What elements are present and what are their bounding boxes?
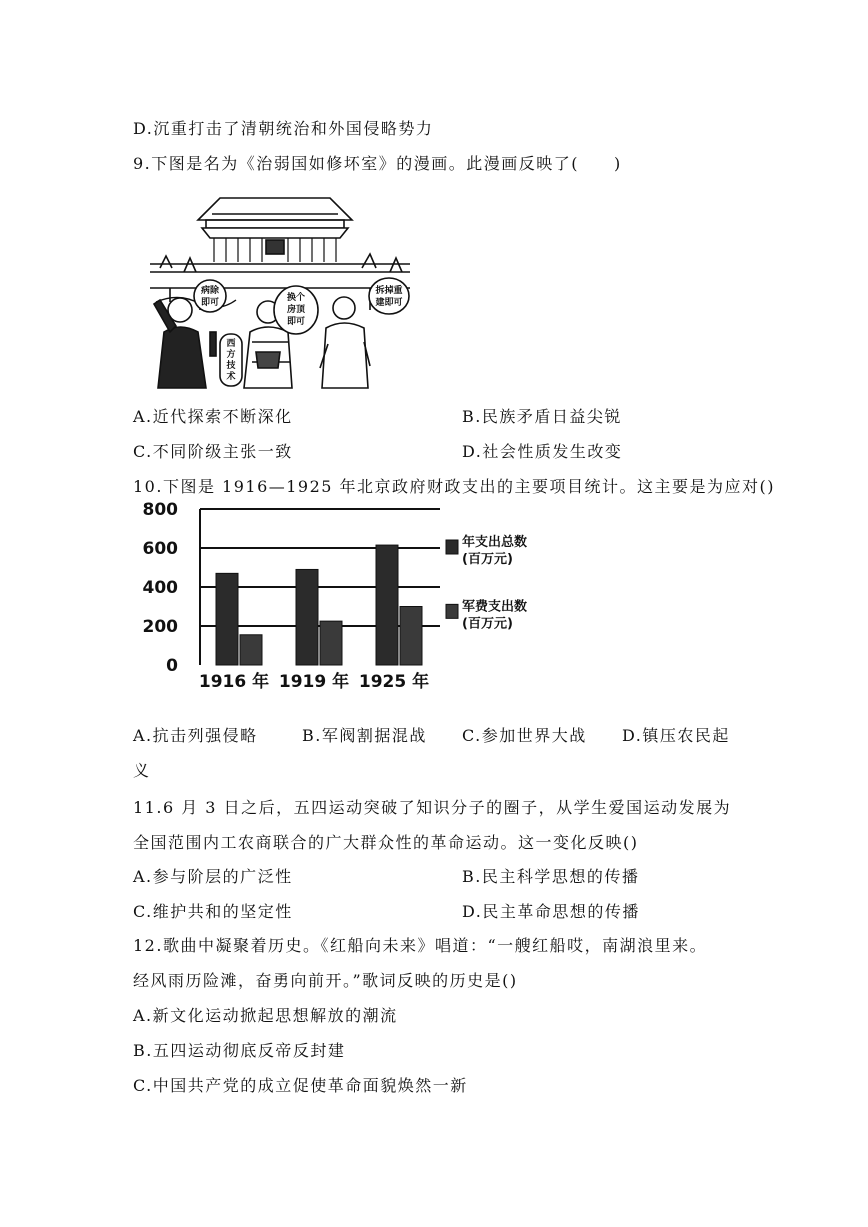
q11-option-c: C.维护共和的坚定性 [133,902,293,921]
bubble3-line2: 建即可 [375,298,403,308]
legend-label: 年支出总数 [462,535,528,550]
x-tick-label: 1925 年 [358,672,430,692]
bubble2-line1: 换个 [286,293,306,303]
y-tick-label: 400 [142,578,178,598]
q12-stem-line2: 经风雨历险滩，奋勇向前开。”歌词反映的历史是() [133,971,518,990]
q9-option-d: D.社会性质发生改变 [462,442,623,461]
legend-swatch [446,540,458,554]
y-tick-label: 0 [166,656,178,676]
bubble4-line4: 术 [226,372,236,382]
q12-option-b: B.五四运动彻底反帝反封建 [133,1041,346,1060]
bar-total-2 [376,545,398,665]
y-tick-label: 800 [142,500,178,520]
q10-stem: 10.下图是 1916—1925 年北京政府财政支出的主要项目统计。这主要是为应对() [133,477,776,496]
y-tick-label: 600 [142,539,178,559]
q9-option-b: B.民族矛盾日益尖锐 [462,407,622,426]
q11-stem-line1: 11.6 月 3 日之后，五四运动突破了知识分子的圈子，从学生爱国运动发展为 [133,798,732,817]
q9-option-c: C.不同阶级主张一致 [133,442,293,461]
bubble1-line2: 即可 [200,298,220,308]
bubble4-line1: 西 [226,339,236,349]
q11-option-b: B.民主科学思想的传播 [462,867,640,886]
q12-stem-line1: 12.歌曲中凝聚着历史。《红船向未来》唱道：“一艘红船哎，南湖浪里来。 [133,936,708,955]
y-tick-label: 200 [142,617,178,637]
q12-option-a: A.新文化运动掀起思想解放的潮流 [133,1006,398,1025]
cartoon-illustration [140,192,420,388]
bubble2-line3: 即可 [286,317,306,327]
legend-swatch [446,604,458,618]
q8-option-d: D.沉重打击了清朝统治和外国侵略势力 [133,119,434,138]
q10-option-c: C.参加世界大战 [462,726,587,745]
bar-military-1 [320,621,342,665]
q11-option-a: A.参与阶层的广泛性 [133,867,293,886]
q10-option-b: B.军阀割据混战 [302,726,427,745]
q9-stem: 9.下图是名为《治弱国如修坏室》的漫画。此漫画反映了( ) [133,154,622,173]
q11-stem-line2: 全国范围内工农商联合的广大群众性的革命运动。这一变化反映() [133,833,639,852]
x-tick-label: 1916 年 [198,672,270,692]
bar-total-1 [296,569,318,665]
q9-option-a: A.近代探索不断深化 [133,407,293,426]
bar-military-0 [240,635,262,665]
q10-option-d: D.镇压农民起 [622,726,730,745]
q10-option-d-continued: 义 [133,761,151,780]
legend-label: (百万元) [462,616,513,632]
bubble2-line2: 房顶 [286,305,306,315]
bubble4-line3: 技 [226,361,236,371]
bubble1-line1: 病除 [200,286,220,296]
q11-option-d: D.民主革命思想的传播 [462,902,640,921]
q10-option-a: A.抗击列强侵略 [133,726,258,745]
legend-label: (百万元) [462,552,513,567]
expenditure-bar-chart [140,497,528,697]
q12-option-c: C.中国共产党的成立促使革命面貌焕然一新 [133,1076,468,1095]
bar-military-2 [400,607,422,666]
bar-total-0 [216,573,238,665]
x-tick-label: 1919 年 [278,672,350,692]
bubble3-line1: 拆掉重 [375,286,403,296]
bubble4-line2: 方 [226,350,236,360]
legend-label: 军费支出数 [462,599,528,615]
